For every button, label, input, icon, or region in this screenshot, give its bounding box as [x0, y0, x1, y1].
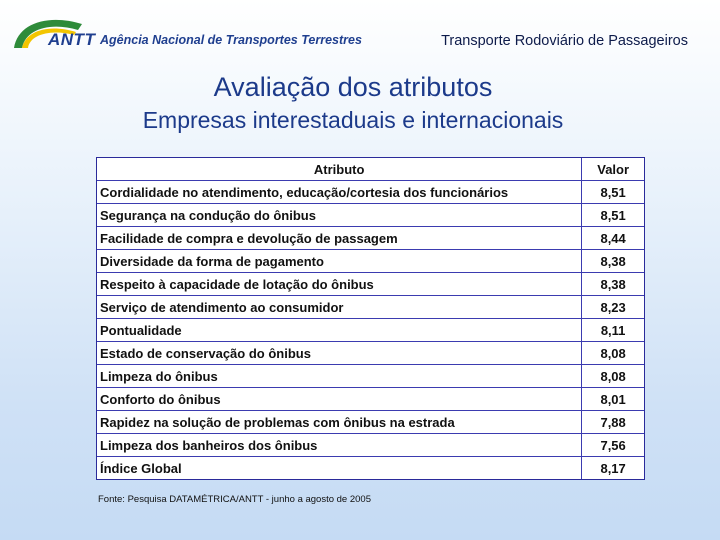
value-cell: 8,17: [582, 457, 644, 480]
attribute-cell: Cordialidade no atendimento, educação/cortesia dos funcionários: [97, 181, 582, 204]
source-note: Fonte: Pesquisa DATAMÉTRICA/ANTT - junho a agosto de 2005: [98, 494, 371, 505]
table-row: [97, 434, 644, 457]
table-row: [97, 411, 644, 434]
value-cell: 8,51: [582, 204, 644, 227]
attribute-cell: Limpeza do ônibus: [97, 365, 582, 388]
page-subtitle: Empresas interestaduais e internacionais: [142, 107, 564, 133]
attribute-cell: Índice Global: [100, 460, 182, 476]
value-cell: 8,01: [582, 388, 644, 411]
header-value: Valor: [582, 158, 644, 181]
value-cell: 8,51: [582, 181, 644, 204]
value-cell: 8,38: [582, 273, 644, 296]
value-cell: 8,23: [582, 296, 644, 319]
attributes-table: [96, 157, 645, 480]
attribute-cell: Segurança na condução do ônibus: [97, 204, 582, 227]
value-cell: 8,11: [582, 319, 644, 342]
attribute-cell: Pontualidade: [97, 319, 582, 342]
header-section-title: Transporte Rodoviário de Passageiros: [441, 33, 688, 49]
value-cell: 8,08: [582, 365, 644, 388]
attribute-cell: Conforto do ônibus: [97, 388, 582, 411]
table-row: [97, 388, 644, 411]
table-header-row: [97, 158, 644, 181]
table-row: [97, 365, 644, 388]
table-row-global-index: [97, 457, 644, 480]
table-row: [97, 227, 644, 250]
attribute-cell: Rapidez na solução de problemas com ônibus na estrada: [97, 411, 582, 434]
logo-acronym: ANTT: [48, 30, 96, 49]
antt-logo: [10, 12, 362, 52]
header-attribute: Atributo: [97, 158, 582, 181]
attribute-cell: Respeito à capacidade de lotação do ônibus: [97, 273, 582, 296]
table-row: [97, 273, 644, 296]
value-cell: 8,44: [582, 227, 644, 250]
table-row: [97, 204, 644, 227]
table-row: [97, 296, 644, 319]
attribute-cell: Diversidade da forma de pagamento: [97, 250, 582, 273]
table-row: [97, 250, 644, 273]
value-cell: 7,56: [582, 434, 644, 457]
value-cell: 8,38: [582, 250, 644, 273]
table-row: [97, 319, 644, 342]
attribute-cell: Limpeza dos banheiros dos ônibus: [97, 434, 582, 457]
value-cell: 7,88: [582, 411, 644, 434]
page-title: Avaliação dos atributos: [213, 72, 493, 102]
table-row: [97, 181, 644, 204]
attribute-cell: Serviço de atendimento ao consumidor: [97, 296, 582, 319]
logo-agency-name: Agência Nacional de Transportes Terrestres: [100, 33, 362, 47]
attribute-cell: Estado de conservação do ônibus: [97, 342, 582, 365]
attribute-cell: Facilidade de compra e devolução de passagem: [97, 227, 582, 250]
value-cell: 8,08: [582, 342, 644, 365]
table-row: [97, 342, 644, 365]
